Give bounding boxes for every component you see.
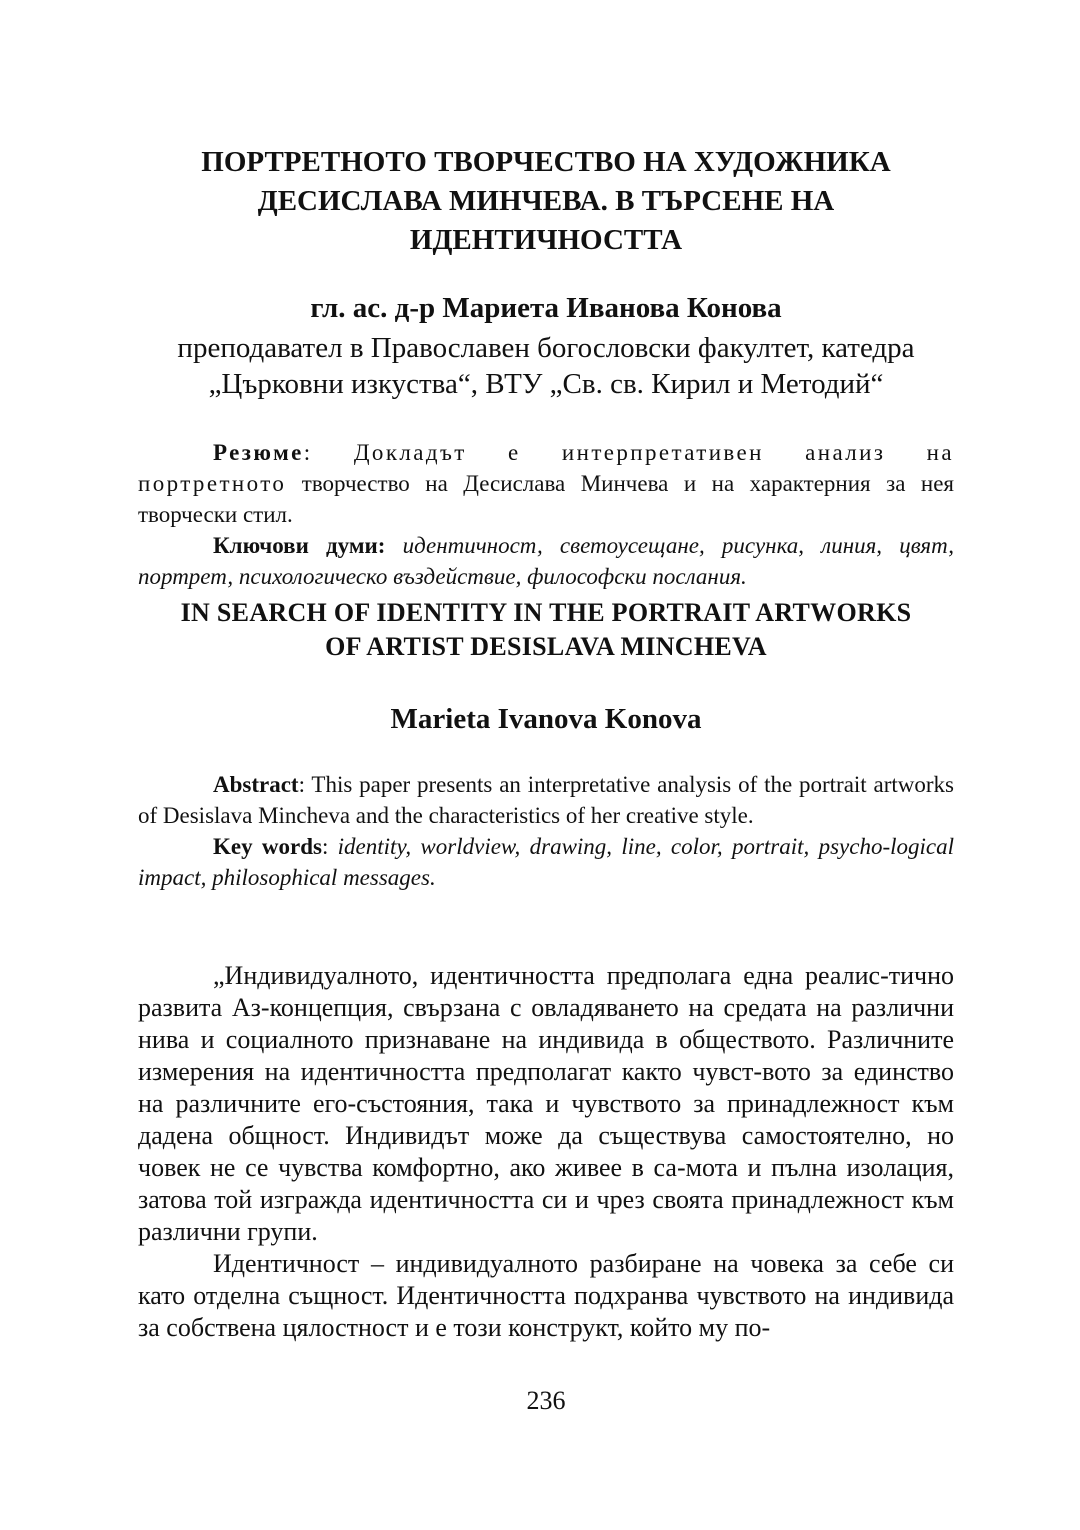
keywords-label: Key words (213, 834, 322, 859)
abstract-lead: : Докладът е интерпретативен анализ на портретното (138, 440, 954, 496)
bulgarian-abstract (138, 437, 954, 592)
english-author: Marieta Ivanova Konova (390, 703, 702, 735)
abstract-text: творчество на Десислава Минчева и на характерния за нея творчески стил. (138, 471, 955, 527)
keywords-paragraph (138, 530, 954, 592)
body-paragraph: Идентичност – индивидуалното разбиране на човека за себе си като отделна същност. Идентичността подхранва чувството на индивида за собствена цялостност и е този конструкт, който му по- (138, 1249, 954, 1342)
keywords-paragraph (138, 831, 954, 893)
abstract-paragraph (138, 437, 954, 530)
bulgarian-title-line: ИДЕНТИЧНОСТТА (409, 224, 683, 256)
abstract-label: Резюме (213, 440, 304, 465)
keywords-label: Ключови думи: (213, 533, 386, 558)
english-title-line: IN SEARCH OF IDENTITY IN THE PORTRAIT ARTWORKS (180, 598, 912, 627)
abstract-label: Abstract (213, 772, 299, 797)
keywords-text: identity, worldview, drawing, line, color, portrait, psycho-logical impact, philosophical messages. (138, 834, 954, 890)
page-number: 236 (526, 1386, 566, 1415)
author-affiliation (138, 330, 954, 402)
english-abstract (138, 769, 954, 893)
bulgarian-title (138, 143, 954, 260)
bulgarian-title-line: ПОРТРЕТНОТО ТВОРЧЕСТВО НА ХУДОЖНИКА (201, 146, 891, 178)
english-title (138, 596, 954, 664)
keywords-separator: : (321, 834, 338, 859)
affiliation-line: преподавател в Православен богословски факултет, катедра (177, 332, 915, 364)
abstract-paragraph (138, 769, 954, 831)
body-paragraph: „Индивидуалното, идентичността предполага една реалис-тично развита Аз-концепция, свързана с овладяването на средата на различни нива и социалното признаване на индивида в обществото. Различните измерения на идентичността предполагат както чувст-вото за единство на различните его-състояния, така и чувството за принадлежност към дадена общност. Индивидът може да съществува самостоятелно, но човек не се чувства комфортно, ако живее в са-мота и пълна изолация, затова той изгражда идентичността си и чрез своята принадлежност към различни групи. (138, 961, 954, 1246)
bulgarian-title-line: ДЕСИСЛАВА МИНЧЕВА. В ТЪРСЕНЕ НА (257, 185, 835, 217)
keywords-text: идентичност, светоусещане, рисунка, линия, цвят, портрет, психологическо въздействие, философски послания. (138, 533, 954, 589)
bulgarian-author: гл. ас. д-р Мариета Иванова Конова (310, 292, 782, 324)
abstract-text: : This paper presents an interpretative analysis of the portrait artworks of Desislava Mincheva and the characteristics of her creative style. (138, 772, 954, 828)
affiliation-line: „Църковни изкуства“, ВТУ „Св. св. Кирил и Методий“ (208, 368, 884, 400)
english-title-line: OF ARTIST DESISLAVA MINCHEVA (325, 632, 767, 661)
body-text (138, 960, 954, 1344)
